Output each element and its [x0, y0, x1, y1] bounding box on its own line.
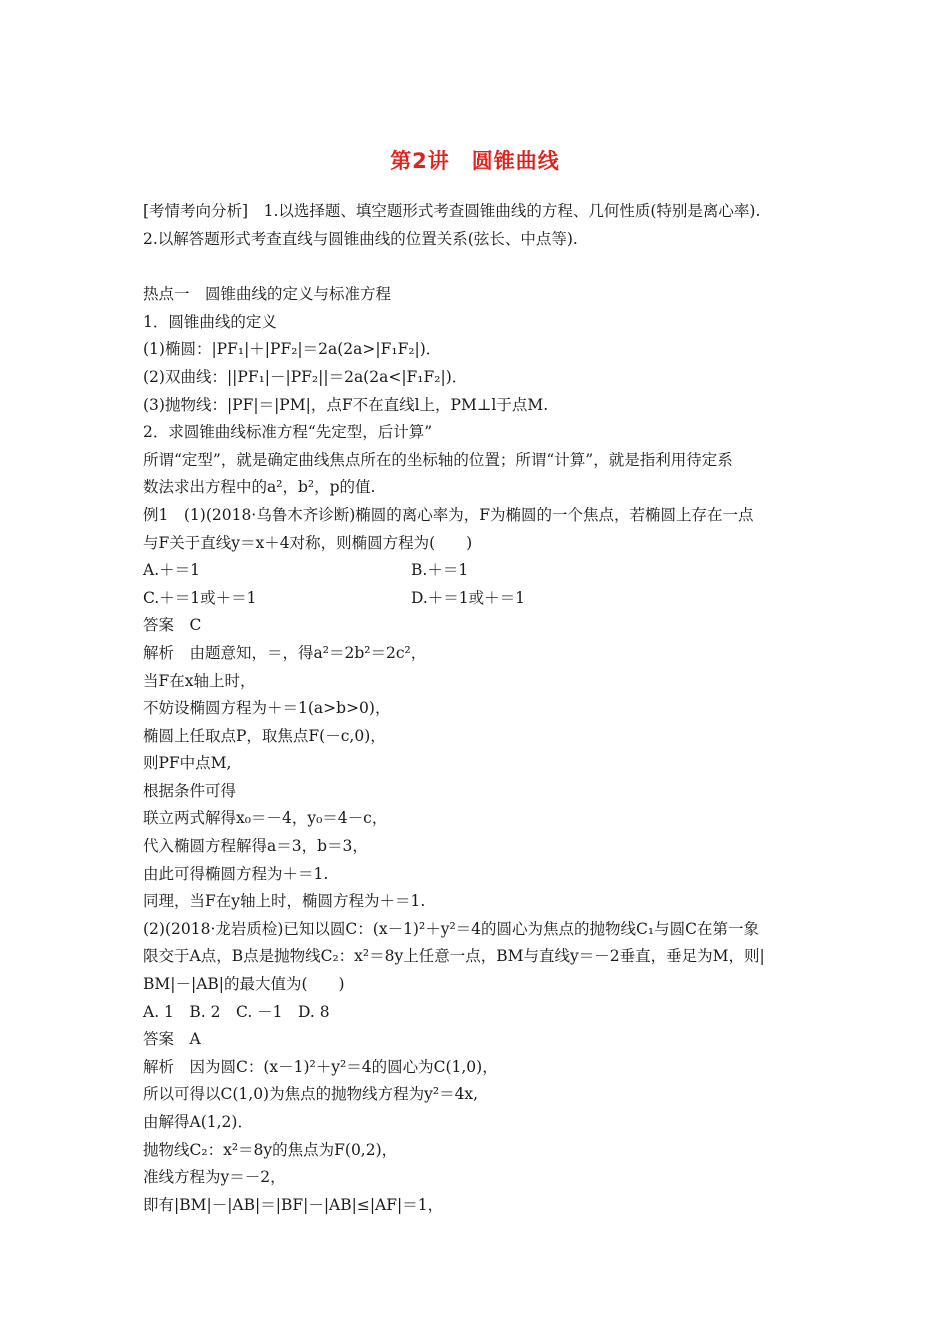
- spacer: [143, 253, 823, 281]
- example-line: 与F关于直线y＝x＋4对称，则椭圆方程为( ): [143, 533, 473, 552]
- example-line: 限交于A点，B点是抛物线C₂：x²＝8y上任意一点，BM与直线y＝－2垂直，垂足为M，则|: [143, 947, 765, 966]
- text-line: 数法求出方程中的a²，b²，p的值.: [143, 478, 376, 497]
- text-line: 当F在x轴上时，: [143, 671, 256, 690]
- text-line: 抛物线C₂：x²＝8y的焦点为F(0,2)，: [143, 1140, 398, 1159]
- text-line: (1)椭圆：|PF₁|＋|PF₂|＝2a(2a>|F₁F₂|)．: [143, 340, 442, 359]
- text-line: (2)双曲线：||PF₁|－|PF₂||＝2a(2a<|F₁F₂|)．: [143, 367, 468, 386]
- option-d: D.＋＝1或＋＝1: [411, 588, 526, 607]
- example-line: BM|－|AB|的最大值为( ): [143, 975, 345, 994]
- text-line: 由此可得椭圆方程为＋＝1.: [143, 864, 329, 883]
- section-heading: 热点一 圆锥曲线的定义与标准方程: [143, 285, 392, 304]
- option-b: B.＋＝1: [411, 561, 469, 580]
- text-line: 所谓“定型”，就是确定曲线焦点所在的坐标轴的位置；所谓“计算”，就是指利用待定系: [143, 450, 733, 469]
- text-line: 根据条件可得: [143, 781, 237, 800]
- example-line: (2)(2018·龙岩质检)已知以圆C：(x－1)²＋y²＝4的圆心为焦点的抛物线C₁与圆C在第一象: [143, 919, 759, 938]
- text-line: 解析 因为圆C：(x－1)²＋y²＝4的圆心为C(1,0)，: [143, 1057, 498, 1076]
- example-line: 例1 (1)(2018·乌鲁木齐诊断)椭圆的离心率为，F为椭圆的一个焦点，若椭圆上存在一点: [143, 505, 754, 524]
- option-c: C.＋＝1或＋＝1: [143, 588, 257, 607]
- text-line: 即有|BM|－|AB|＝|BF|－|AB|≤|AF|＝1，: [143, 1195, 444, 1214]
- intro-line: 2.以解答题形式考查直线与圆锥曲线的位置关系(弦长、中点等).: [143, 229, 578, 248]
- text-line: 1．圆锥曲线的定义: [143, 312, 277, 331]
- text-line: 椭圆上任取点P，取焦点F(－c,0)，: [143, 726, 386, 745]
- text-line: 同理，当F在y轴上时，椭圆方程为＋＝1.: [143, 892, 426, 911]
- page-title: 第2讲 圆锥曲线: [390, 149, 560, 173]
- document-content: [143, 198, 823, 1219]
- option-row: [143, 557, 823, 585]
- intro-line: [考情考向分析] 1.以选择题、填空题形式考查圆锥曲线的方程、几何性质(特别是离心率).: [143, 202, 761, 220]
- text-line: 由解得A(1,2)．: [143, 1113, 253, 1131]
- text-line: 准线方程为y＝－2，: [143, 1168, 286, 1187]
- text-line: 解析 由题意知，＝，得a²＝2b²＝2c²，: [143, 643, 427, 662]
- text-line: 则PF中点M,: [143, 754, 232, 773]
- option-row: [143, 585, 823, 613]
- answer-line: 答案 A: [143, 1030, 201, 1049]
- text-line: 联立两式解得x₀＝－4，y₀＝4－c，: [143, 809, 388, 828]
- text-line: 所以可得以C(1,0)为焦点的抛物线方程为y²＝4x,: [143, 1085, 479, 1104]
- answer-line: 答案 C: [143, 616, 202, 635]
- text-line: 代入椭圆方程解得a＝3，b＝3，: [143, 837, 368, 856]
- text-line: (3)抛物线：|PF|＝|PM|，点F不在直线l上，PM⊥l于点M.: [143, 395, 549, 414]
- options-line: A. 1 B. 2 C. －1 D. 8: [143, 1002, 330, 1021]
- text-line: 2．求圆锥曲线标准方程“先定型，后计算”: [143, 423, 433, 442]
- text-line: 不妨设椭圆方程为＋＝1(a>b>0)，: [143, 699, 391, 718]
- option-a: A.＋＝1: [143, 561, 200, 580]
